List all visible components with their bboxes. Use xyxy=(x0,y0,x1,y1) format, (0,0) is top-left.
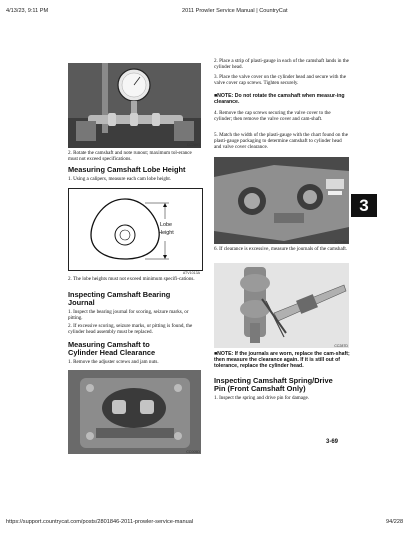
heading-bearing-journal-line1: Inspecting Camshaft Bearing xyxy=(68,290,171,299)
lobe-height-diagram xyxy=(68,188,203,271)
figure-code: CC287D xyxy=(334,344,348,348)
bearing-step-1: 1. Inspect the bearing journal for scoring, seizure marks, or pitting. xyxy=(68,309,189,322)
print-page-count: 94/228 xyxy=(386,519,404,525)
lobe-step-2: 2. The lobe heights must not exceed minimum specifi-cations. xyxy=(68,276,195,282)
remove-cover-step-4: 4. Remove the cap screws securing the valve cover to the cylinder; then remove the valve cover and cam-shaft. xyxy=(214,110,331,123)
heading-clearance-line1: Measuring Camshaft to xyxy=(68,340,150,349)
print-datetime: 4/13/23, 9:11 PM xyxy=(6,8,49,14)
runout-step-2: 2. Rotate the camshaft and note runout; maximum tol-erance must not exceed specifications. xyxy=(68,150,192,163)
note-journals-worn: ■NOTE: If the journals are worn, replace the cam-shaft; then measure the clearance again. If it is still out of tolerance, replace the cylinder head. xyxy=(214,351,350,370)
heading-bearing-journal-line2: Journal xyxy=(68,298,95,308)
section-tab: 3 xyxy=(351,194,377,217)
lobe-step-1: 1. Using a calipers, measure each cam lobe height. xyxy=(68,176,172,182)
figure-code: CC1403 xyxy=(334,240,348,244)
cylinder-head-photo xyxy=(68,370,201,454)
clearance-step-1: 1. Remove the adjuster screws and jam nuts. xyxy=(68,359,159,365)
spring-step-1: 1. Inspect the spring and drive pin for damage. xyxy=(214,395,310,401)
heading-spring-drive-line2: Pin (Front Camshaft Only) xyxy=(214,384,306,394)
heading-clearance-line2: Cylinder Head Clearance xyxy=(68,348,156,358)
height-label: Height xyxy=(158,230,174,236)
figure-code: ATV1013A xyxy=(182,271,200,275)
print-title: 2011 Prowler Service Manual | CountryCat xyxy=(182,8,288,14)
figure-code: CC2893 xyxy=(186,143,200,147)
lobe-label: Lobe xyxy=(160,222,172,228)
print-url: https://support.countrycat.com/posts/2801846-2011-prowler-service-manual xyxy=(6,519,194,525)
page-number: 3-69 xyxy=(326,439,339,445)
note-do-not-rotate: ■NOTE: Do not rotate the camshaft when measur-ing clearance. xyxy=(214,93,345,106)
plastigauge-step-2: 2. Place a strip of plasti-gauge in each of the camshaft lands in the cylinder head. xyxy=(214,58,349,71)
heading-spring-drive-line1: Inspecting Camshaft Spring/Drive xyxy=(214,376,333,385)
valve-cover-step-3: 3. Place the valve cover on the cylinder head and secure with the valve cover cap screws. Tighten securely. xyxy=(214,74,346,87)
plastigauge-photo xyxy=(214,157,349,244)
figure-code: CC005D xyxy=(186,450,200,454)
clearance-excessive-step-6: 6. If clearance is excessive, measure the journals of the camshaft. xyxy=(214,246,348,252)
bearing-step-2: 2. If excessive scoring, seizure marks, or pitting is found, the cylinder head assembly must be replaced. xyxy=(68,323,193,336)
match-width-step-5: 5. Match the width of the plasti-gauge with the chart found on the plasti-gauge packaging to determine camshaft to cylinder head and valve cover clearance. xyxy=(214,132,348,151)
caliper-photo xyxy=(214,263,349,348)
dial-indicator-photo xyxy=(68,63,201,148)
heading-lobe-height: Measuring Camshaft Lobe Height xyxy=(68,165,186,174)
